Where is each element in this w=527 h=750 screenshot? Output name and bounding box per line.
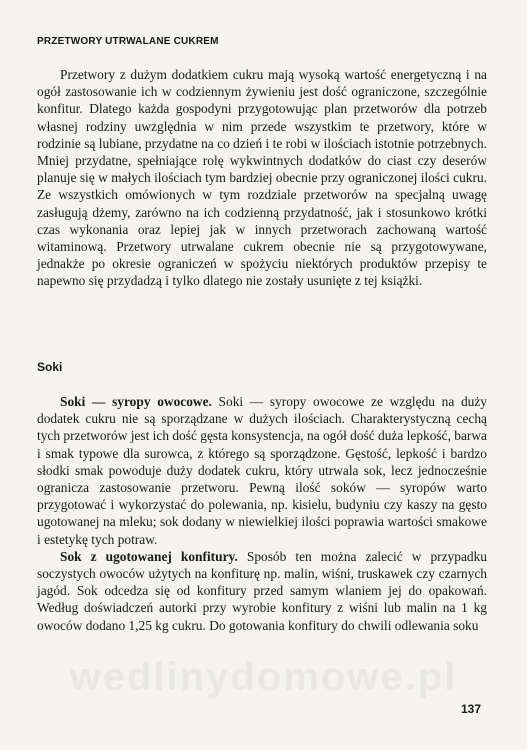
soki-section [37, 393, 487, 634]
konfitury-paragraph [37, 548, 487, 634]
intro-paragraph: Przetwory z dużym dodatkiem cukru mają wysoką wartość energetyczną i na ogół zastosowanie ich w codziennym żywieniu jest dość ograniczone, szczególnie konfitur. Dlatego każda gospodyni przygotowując plan przetworów dla potrzeb własnej rodziny uwzględnia w nim przede wszystkim te przetwory, które w rodzinie są lubiane, przydatne na co dzień i te robi w ilościach istotnie potrzebnych. Mniej przydatne, spełniające rolę wykwintnych dodatków do ciast czy deserów planuje się w małych ilościach tym bardziej obecnie przy ograniczonej ilości cukru. Ze wszystkich omówionych w tym rozdziale przetworów na specjalną uwagę zasługują dżemy, zarówno na ich codzienną przydatność, jak i stosunkowo krótki czas wykonania oraz lepiej jak w innych przetworach zachowaną wartość witaminową. Przetwory utrwalane cukrem obecnie nie są przygotowywane, jednakże po okresie ograniczeń w spożyciu niektórych produktów przepisy te napewno się przydadzą i tylko dlatego nie zostały usunięte z tej książki. [37, 67, 487, 289]
intro-section [37, 66, 487, 290]
watermark: wedlinydomowe.pl [69, 655, 458, 699]
section-heading: Soki [37, 360, 63, 374]
running-head: PRZETWORY UTRWALANE CUKREM [37, 36, 219, 47]
page-number: 137 [461, 702, 482, 716]
soki-paragraph [37, 393, 487, 548]
konfitury-runin-heading: Sok z ugotowanej konfitury. [60, 548, 238, 564]
konfitury-paragraph-body: Sposób ten można zalecić w przypadku soczystych owoców użytych na konfiturę np. malin, wiśni, truskawek czy czarnych jagód. Sok odcedza się od konfitury przed samym wlaniem jej do opakowań. Według doświadczeń autorki przy wyrobie konfitury z wiśni lub malin na 1 kg owoców dodano 1,25 kg cukru. Do gotowania konfitury do chwili odlewania soku [37, 548, 487, 633]
soki-paragraph-body: Soki — syropy owocowe ze względu na duży dodatek cukru nie są sporządzane w dużych ilościach. Charakterystyczną cechą tych przetworów jest ich dość gęsta konsystencja, na ogół dość duża lepkość, barwa i smak typowe dla surowca, z którego są sporządzone. Gęstość, lepkość i bardzo słodki smak powoduje duży dodatek cukru, który utrwala sok, lecz jednocześnie ogranicza zastosowanie przetworu. Pewną ilość soków — syropów warto przygotować i wykorzystać do polewania, np. kisielu, budyniu czy kaszy na gęsto ugotowanej na mleku; sok dodany w niewielkiej ilości poprawia wartości smakowe i estetykę tych potraw. [37, 394, 487, 547]
soki-runin-heading: Soki — syropy owocowe. [60, 394, 212, 409]
